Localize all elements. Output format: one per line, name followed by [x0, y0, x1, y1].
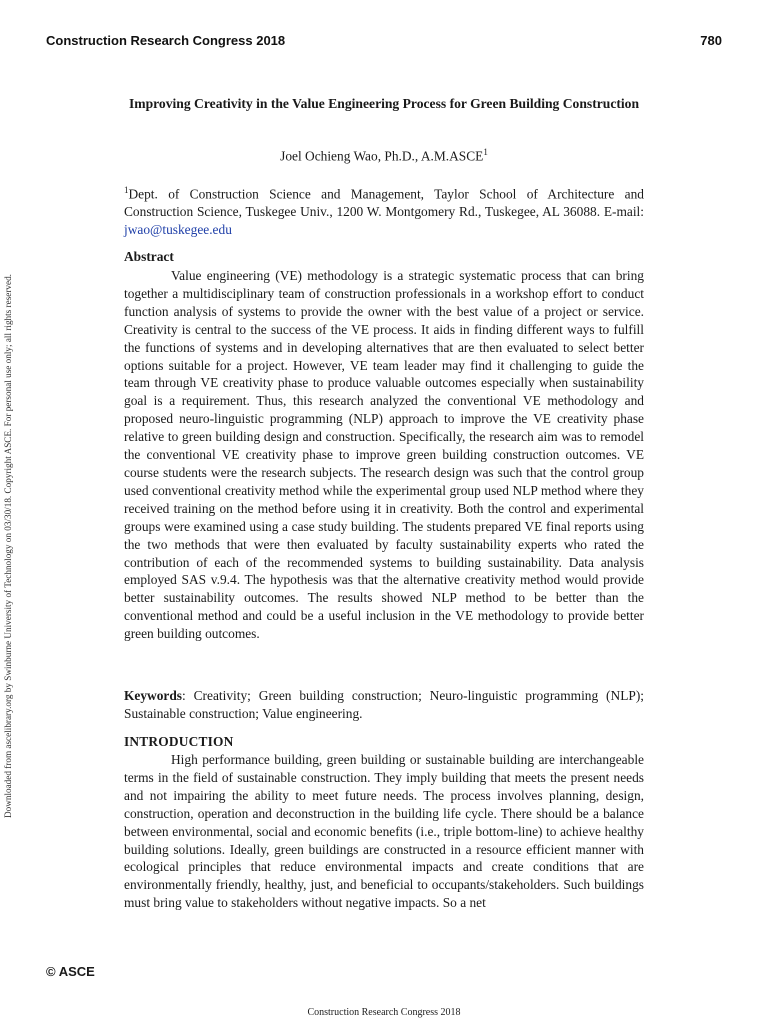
email-link[interactable]: jwao@tuskegee.edu [124, 222, 232, 238]
affiliation-text: Dept. of Construction Science and Management, Taylor School of Architecture and Construction Science, Tuskegee Univ., 1200 W. Montgomery Rd., Tuskegee, AL 36088. E-mail: [124, 186, 644, 220]
page-number: 780 [700, 33, 722, 48]
abstract-heading: Abstract [124, 249, 174, 264]
abstract-text: Value engineering (VE) methodology is a strategic systematic process that can bring together a multidisciplinary team of construction professionals in a workshop effort to conduct function analysis of systems to provide the owner with the best value of a project or service. Creativity is central to the success of the VE process. It aids in finding different ways to fulfill the functions of systems and in developing alternatives that are then evaluated to select better options suitable for a project. However, VE team leader may find it challenging to guide the team through VE creativity phase to produce valuable outcomes especially when sustainability goal is a requirement. Thus, this research analyzed the conventional VE methodology and proposed neuro-linguistic programming (NLP) approach to improve the VE creativity phase relative to green building design and construction. Specifically, the research aim was to remodel the conventional VE creativity phase to improve green building construction outcomes. VE course students were the research subjects. The research design was such that the control group used conventional creativity method while the experimental group used NLP method where they received training on the method before using it in creativity. Both the control and experimental groups were examined using a case study building. The students prepared VE final reports using the two methods that were then evaluated by faculty sustainability experts who rated the contribution of each of the recommended systems to building sustainability. Data analysis employed SAS v.9.4. The hypothesis was that the alternative creativity method would provide better sustainability outcomes. The results showed NLP method to be better than the conventional method and could be a useful inclusion in the VE methodology to provide better green building outcomes. [124, 268, 644, 642]
introduction-heading: INTRODUCTION [124, 734, 234, 749]
keywords-text: : Creativity; Green building construction; Neuro-linguistic programming (NLP); Sustainable construction; Value engineering. [124, 688, 644, 721]
running-header-conference: Construction Research Congress 2018 [46, 33, 286, 48]
keywords-label: Keywords [124, 688, 183, 703]
author-superscript: 1 [483, 147, 488, 157]
copyright-mark: © ASCE [46, 964, 95, 979]
keywords [124, 687, 644, 723]
introduction-text: High performance building, green building or sustainable building are interchangeable terms in the field of sustainable construction. They imply building that meets the present needs and not impairing the ability to meet future needs. The process involves planning, design, construction, operation and deconstruction in the building life cycle. There should be a balance between environmental, social and economic benefits (i.e., triple bottom-line) to achieve healthy building solutions. Ideally, green buildings are constructed in a resource efficient manner with ecological principles that reduce environmental impacts and create conditions that are environmentally friendly, healthy, just, and beneficial to occupants/stakeholders. Such buildings must bring value to stakeholders without negative impacts. So a net [124, 752, 644, 911]
paper-title: Improving Creativity in the Value Engineering Process for Green Building Construction [128, 96, 640, 111]
affiliation [124, 181, 644, 239]
author-name: Joel Ochieng Wao, Ph.D., A.M.ASCE [280, 148, 484, 164]
download-notice: Downloaded from ascelibrary.org by Swinburne University of Technology on 03/30/18. Copyright ASCE. For personal use only; all rights reserved. [3, 274, 13, 818]
page-footer: Construction Research Congress 2018 [307, 1007, 461, 1018]
affiliation-superscript: 1 [124, 185, 129, 195]
author-line [124, 147, 644, 164]
